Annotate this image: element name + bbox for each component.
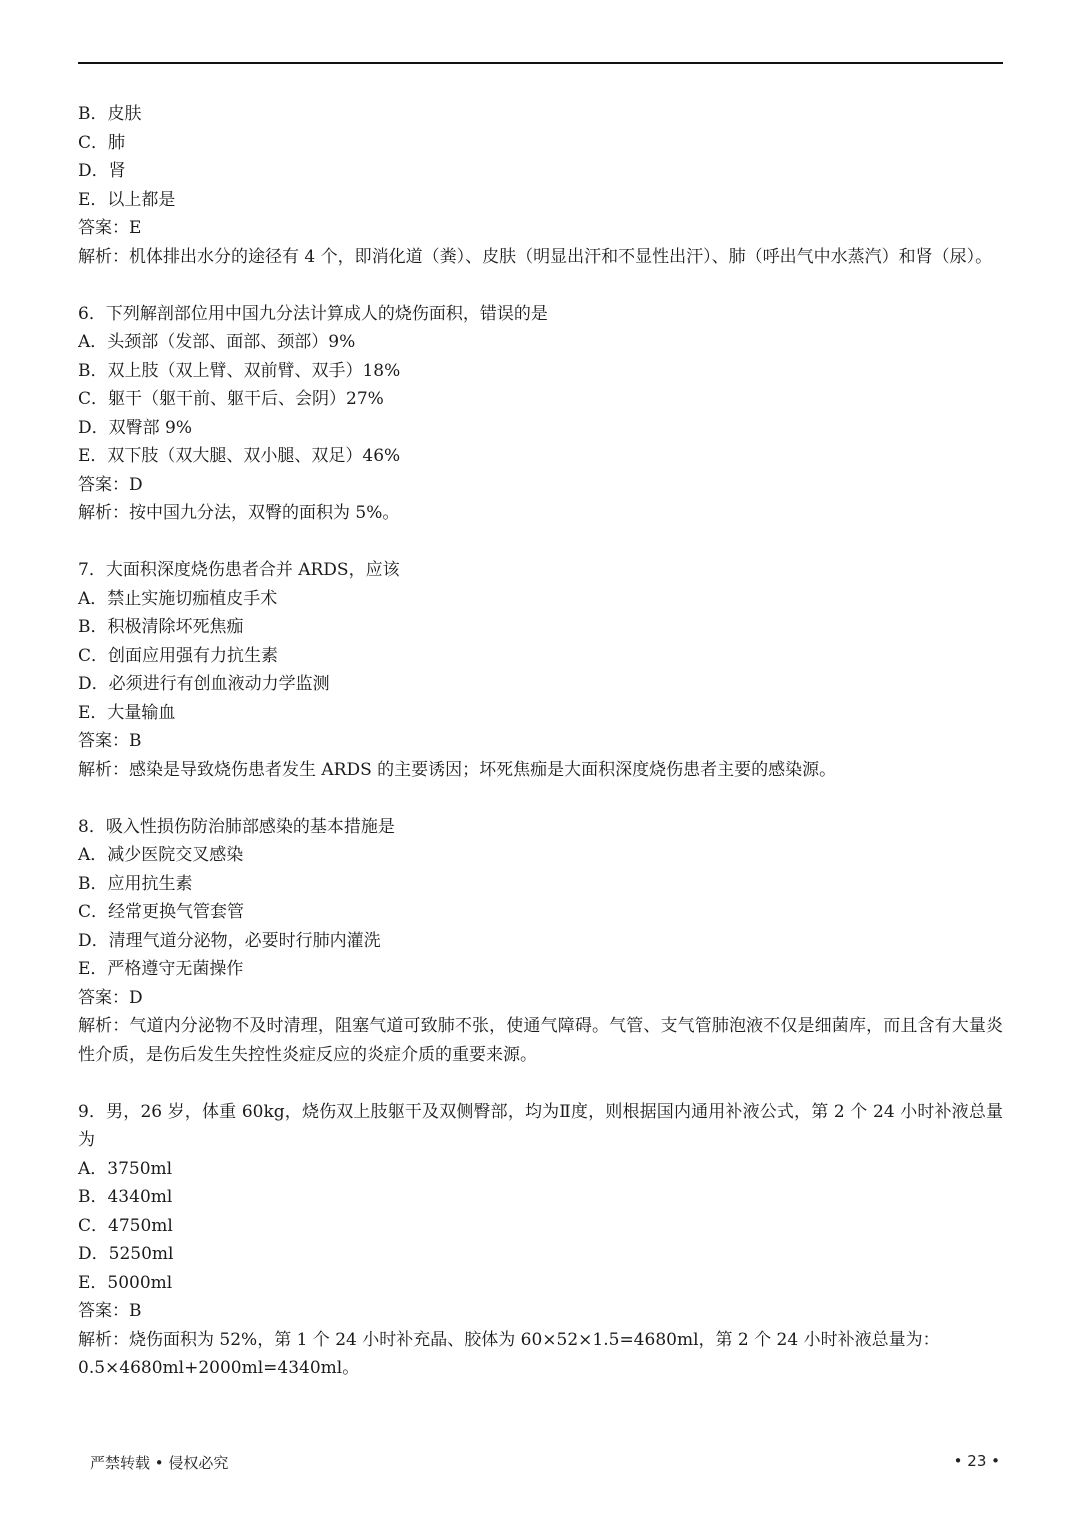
q8-question: 8．吸入性损伤防治肺部感染的基本措施是 <box>78 816 395 837</box>
q6-option-c: C．躯干（躯干前、躯干后、会阴）27% <box>78 389 384 409</box>
q6-analysis: 解析：按中国九分法，双臀的面积为 5%。 <box>78 503 400 523</box>
q6-option-d: D．双臀部 9% <box>78 417 193 438</box>
q6-option-b: B．双上肢（双上臂、双前臂、双手）18% <box>78 360 401 381</box>
footer-copyright: 严禁转载 • 侵权必究 <box>90 1454 229 1472</box>
q5-analysis: 解析：机体排出水分的途径有 4 个，即消化道（粪）、皮肤（明显出汗和不显性出汗）、肺（呼出气中水蒸汽）和肾（尿）。 <box>78 246 993 267</box>
q7-analysis: 解析：感染是导致烧伤患者发生 ARDS 的主要诱因；坏死焦痂是大面积深度烧伤患者主要的感染源。 <box>78 759 837 780</box>
q8-option-b: B．应用抗生素 <box>78 873 193 894</box>
q9-option-b: B．4340ml <box>78 1187 173 1207</box>
q9-analysis-line2: 0.5×4680ml+2000ml=4340ml。 <box>78 1358 360 1378</box>
q9-analysis-line1: 解析：烧伤面积为 52%，第 1 个 24 小时补充晶、胶体为 60×52×1.5=4680ml，第 2 个 24 小时补液总量为： <box>78 1329 940 1350</box>
q9-option-c: C．4750ml <box>78 1215 173 1236</box>
q5-option-b: B．皮肤 <box>78 104 142 124</box>
q8-option-e: E．严格遵守无菌操作 <box>78 959 244 979</box>
q7-option-c: C．创面应用强有力抗生素 <box>78 645 279 666</box>
q9-option-e: E．5000ml <box>78 1272 173 1293</box>
q8-analysis: 解析：气道内分泌物不及时清理，阻塞气道可致肺不张，使通气障碍。气管、支气管肺泡液不仅是细菌库，而且含有大量炎性介质，是伤后发生失控性炎症反应的炎症介质的重要来源。 <box>78 1016 1003 1065</box>
page-number: • 23 • <box>953 1452 1000 1470</box>
q6-option-e: E．双下肢（双大腿、双小腿、双足）46% <box>78 446 401 466</box>
q8-option-a: A．减少医院交叉感染 <box>78 845 244 865</box>
q7-option-e: E．大量输血 <box>78 702 176 723</box>
q7-option-b: B．积极清除坏死焦痂 <box>78 617 244 637</box>
q5-option-c: C．肺 <box>78 132 126 153</box>
header-rule <box>78 62 1003 64</box>
q6-question: 6．下列解剖部位用中国九分法计算成人的烧伤面积，错误的是 <box>78 303 548 324</box>
q8-option-d: D．清理气道分泌物，必要时行肺内灌洗 <box>78 930 381 951</box>
q9-option-d: D．5250ml <box>78 1244 174 1264</box>
q5-answer: 答案：E <box>78 218 142 238</box>
q7-question: 7．大面积深度烧伤患者合并 ARDS，应该 <box>78 560 400 580</box>
page-content <box>78 100 1003 1383</box>
q5-option-d: D．肾 <box>78 161 126 181</box>
q7-option-a: A．禁止实施切痂植皮手术 <box>78 588 278 609</box>
q7-option-d: D．必须进行有创血液动力学监测 <box>78 674 330 694</box>
q9-answer: 答案：B <box>78 1301 142 1321</box>
q5-option-e: E．以上都是 <box>78 189 176 210</box>
q8-answer: 答案：D <box>78 987 143 1008</box>
q9-question: 9．男，26 岁，体重 60kg，烧伤双上肢躯干及双侧臀部，均为Ⅱ度，则根据国内通用补液公式，第 2 个 24 小时补液总量为 <box>78 1101 1003 1150</box>
q8-option-c: C．经常更换气管套管 <box>78 902 245 922</box>
q6-answer: 答案：D <box>78 474 143 495</box>
q9-option-a: A．3750ml <box>78 1158 173 1179</box>
q6-option-a: A．头颈部（发部、面部、颈部）9% <box>78 332 356 352</box>
q7-answer: 答案：B <box>78 731 142 751</box>
